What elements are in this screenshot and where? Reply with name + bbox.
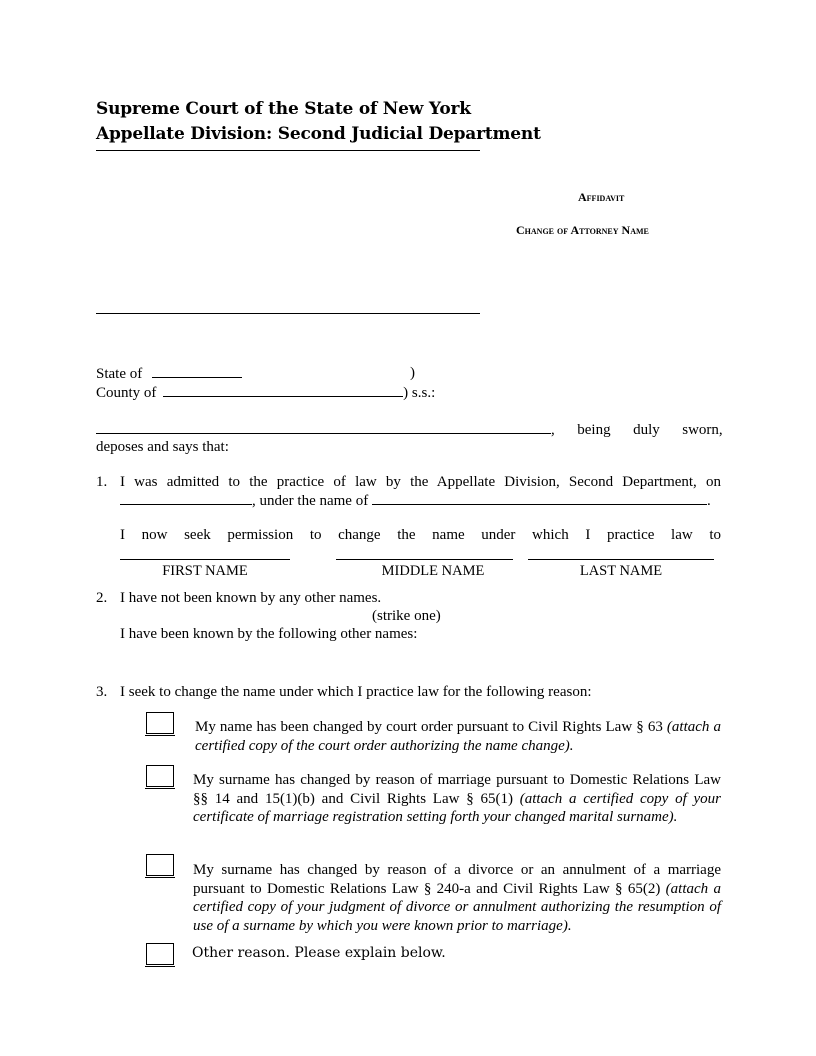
first-name-line[interactable]: [120, 559, 290, 560]
item1-text-b: [120, 492, 711, 510]
affiant-name-blank[interactable]: [96, 421, 551, 434]
reason-court-order-note: (attach a certified copy of the court order authorizing the name change).: [195, 719, 721, 754]
reason-other-checkbox[interactable]: [146, 943, 174, 965]
ss-label: s.s.:: [411, 385, 436, 401]
affiant-row: [96, 421, 721, 439]
county-paren: ): [403, 385, 409, 401]
item1-under-name: , under the name of: [252, 493, 369, 509]
reason-other-text: Other reason. Please explain below.: [192, 945, 446, 961]
former-name-blank[interactable]: [372, 492, 707, 505]
reason-divorce-text: [193, 861, 721, 935]
item1-text-c: I now seek permission to change the name under which I practice law to: [120, 527, 721, 543]
first-name-label: FIRST NAME: [162, 563, 248, 579]
item2-strike-one: (strike one): [372, 608, 441, 624]
reason-marriage-main: My surname has changed by reason of marriage pursuant to Domestic Relations Law §§ 14 and 15(1)(b) and Civil Rights Law § 65(1): [193, 772, 721, 807]
reason-court-order-main: My name has been changed by court order pursuant to Civil Rights Law § 63: [195, 719, 663, 735]
county-blank[interactable]: [163, 384, 403, 397]
reason-court-order-checkbox[interactable]: [146, 712, 174, 734]
item1-text-a: I was admitted to the practice of law by the Appellate Division, Second Department, on: [120, 474, 721, 490]
middle-name-label: MIDDLE NAME: [381, 563, 485, 579]
item3-text: I seek to change the name under which I practice law for the following reason:: [120, 684, 592, 700]
item2-text-b: I have been known by the following other names:: [120, 626, 418, 642]
court-name-line1: Supreme Court of the State of New York: [96, 99, 471, 119]
state-paren: ): [410, 365, 415, 381]
reason-marriage-checkbox[interactable]: [146, 765, 174, 787]
reason-marriage-text: [193, 771, 721, 827]
court-name-line2: Appellate Division: Second Judicial Department: [96, 124, 541, 144]
being-duly-sworn: , being duly sworn,: [551, 422, 723, 438]
middle-name-line[interactable]: [336, 559, 513, 560]
deposes-text: deposes and says that:: [96, 439, 229, 455]
last-name-label: LAST NAME: [579, 563, 663, 579]
admission-date-blank[interactable]: [120, 492, 252, 505]
reason-divorce-note: (attach a certified copy of your judgment of divorce or annulment authorizing the resumption of use of a surname by which you were known prior to marriage).: [193, 880, 721, 934]
reason-divorce-main: My surname has changed by reason of a divorce or an annulment of a marriage pursuant to Domestic Relations Law § 240-a and Civil Rights Law § 65(2): [193, 862, 721, 897]
state-blank[interactable]: [152, 365, 242, 378]
document-title: Affidavit: [578, 190, 625, 204]
county-of-label: County of: [96, 385, 157, 401]
caption-signature-line: [96, 313, 480, 314]
state-of-row: [96, 365, 242, 383]
reason-divorce-checkbox[interactable]: [146, 854, 174, 876]
item1-period: .: [706, 493, 711, 509]
header-divider: [96, 150, 480, 151]
reason-marriage-note: (attach a certified copy of your certificate of marriage registration setting forth your changed marital surname).: [193, 790, 722, 825]
state-of-label: State of: [96, 366, 143, 382]
county-of-row: [96, 384, 435, 402]
item3-number: 3.: [96, 684, 108, 700]
item1-number: 1.: [96, 474, 108, 490]
document-subtitle: Change of Attorney Name: [516, 223, 649, 237]
last-name-line[interactable]: [528, 559, 714, 560]
item2-text-a: I have not been known by any other names.: [120, 590, 382, 606]
item2-number: 2.: [96, 590, 108, 606]
reason-court-order-text: [195, 718, 721, 755]
